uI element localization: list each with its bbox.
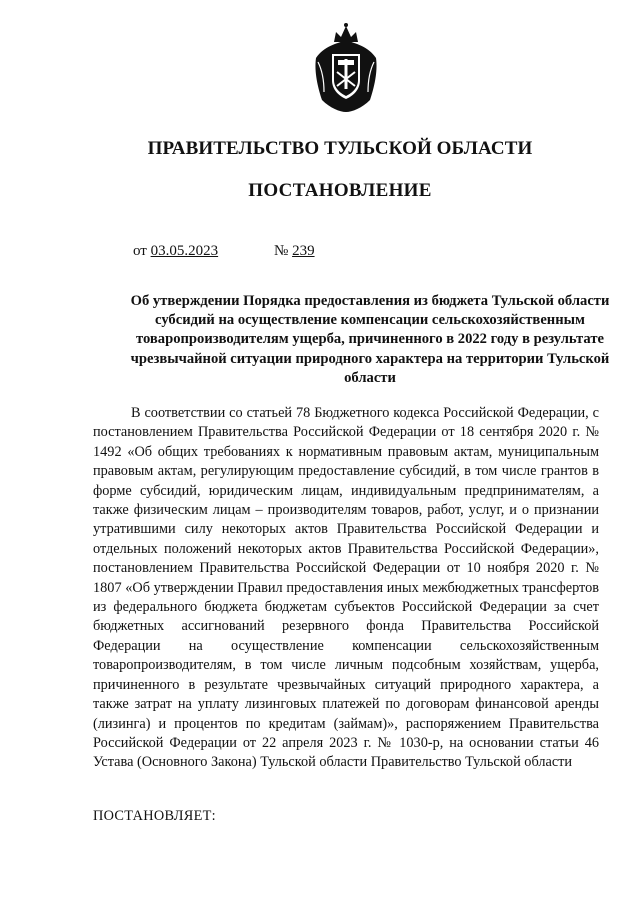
document-subject: Об утверждении Порядка предоставления из бюджета Тульской области субсидий на осуществление компенсации сельскохозяйственным товаропроизводителям ущерба, причиненного в 2022 году в результате чрезвычайной ситуации природного характера на территории Тульской области [130, 293, 610, 386]
resolves-heading: ПОСТАНОВЛЯЕТ: [93, 808, 216, 824]
number-prefix: № [274, 243, 289, 259]
body-paragraph: В соответствии со статьей 78 Бюджетного кодекса Российской Федерации, с постановлением Правительства Российской Федерации от 18 сентября 2020 г. № 1492 «Об общих требованиях к нормативным правовым актам, муниципальным правовым актам, регулирующим предоставление субсидий, в том числе грантов в форме субсидий, юридическим лицам, индивидуальным предпринимателям, а также физическим лицам – производителям товаров, работ, услуг, и о признании утратившими силу некоторых актов Правительства Российской Федерации и отдельных положений некоторых актов Правительства Российской Федерации», постановлением Правительства Российской Федерации от 10 ноября 2020 г. № 1807 «Об утверждении Правил предоставления иных межбюджетных трансфертов из федерального бюджета бюджетам субъектов Российской Федерации за счет бюджетных ассигнований резервного фонда Правительства Российской Федерации на осуществление компенсации сельскохозяйственным товаропроизводителям, в том числе личным подсобным хозяйствам, ущерба, причиненного в результате чрезвычайных ситуаций природного характера, а также затрат на уплату лизинговых платежей по договорам финансовой аренды (лизинга) и процентов по кредитам (займам)», распоряжением Правительства Российской Федерации от 22 апреля 2023 г. № 1030-р, на основании статьи 46 Устава (Основного Закона) Тульской области Правительство Тульской области [93, 405, 599, 771]
date-prefix: от [133, 243, 147, 259]
number-value: 239 [292, 243, 315, 259]
date-value: 03.05.2023 [150, 243, 219, 259]
document-date [133, 243, 218, 260]
tula-coat-of-arms-icon [310, 22, 382, 114]
organization-title: ПРАВИТЕЛЬСТВО ТУЛЬСКОЙ ОБЛАСТИ [147, 138, 533, 159]
document-type-title: ПОСТАНОВЛЕНИЕ [248, 180, 432, 201]
document-number [274, 243, 315, 260]
